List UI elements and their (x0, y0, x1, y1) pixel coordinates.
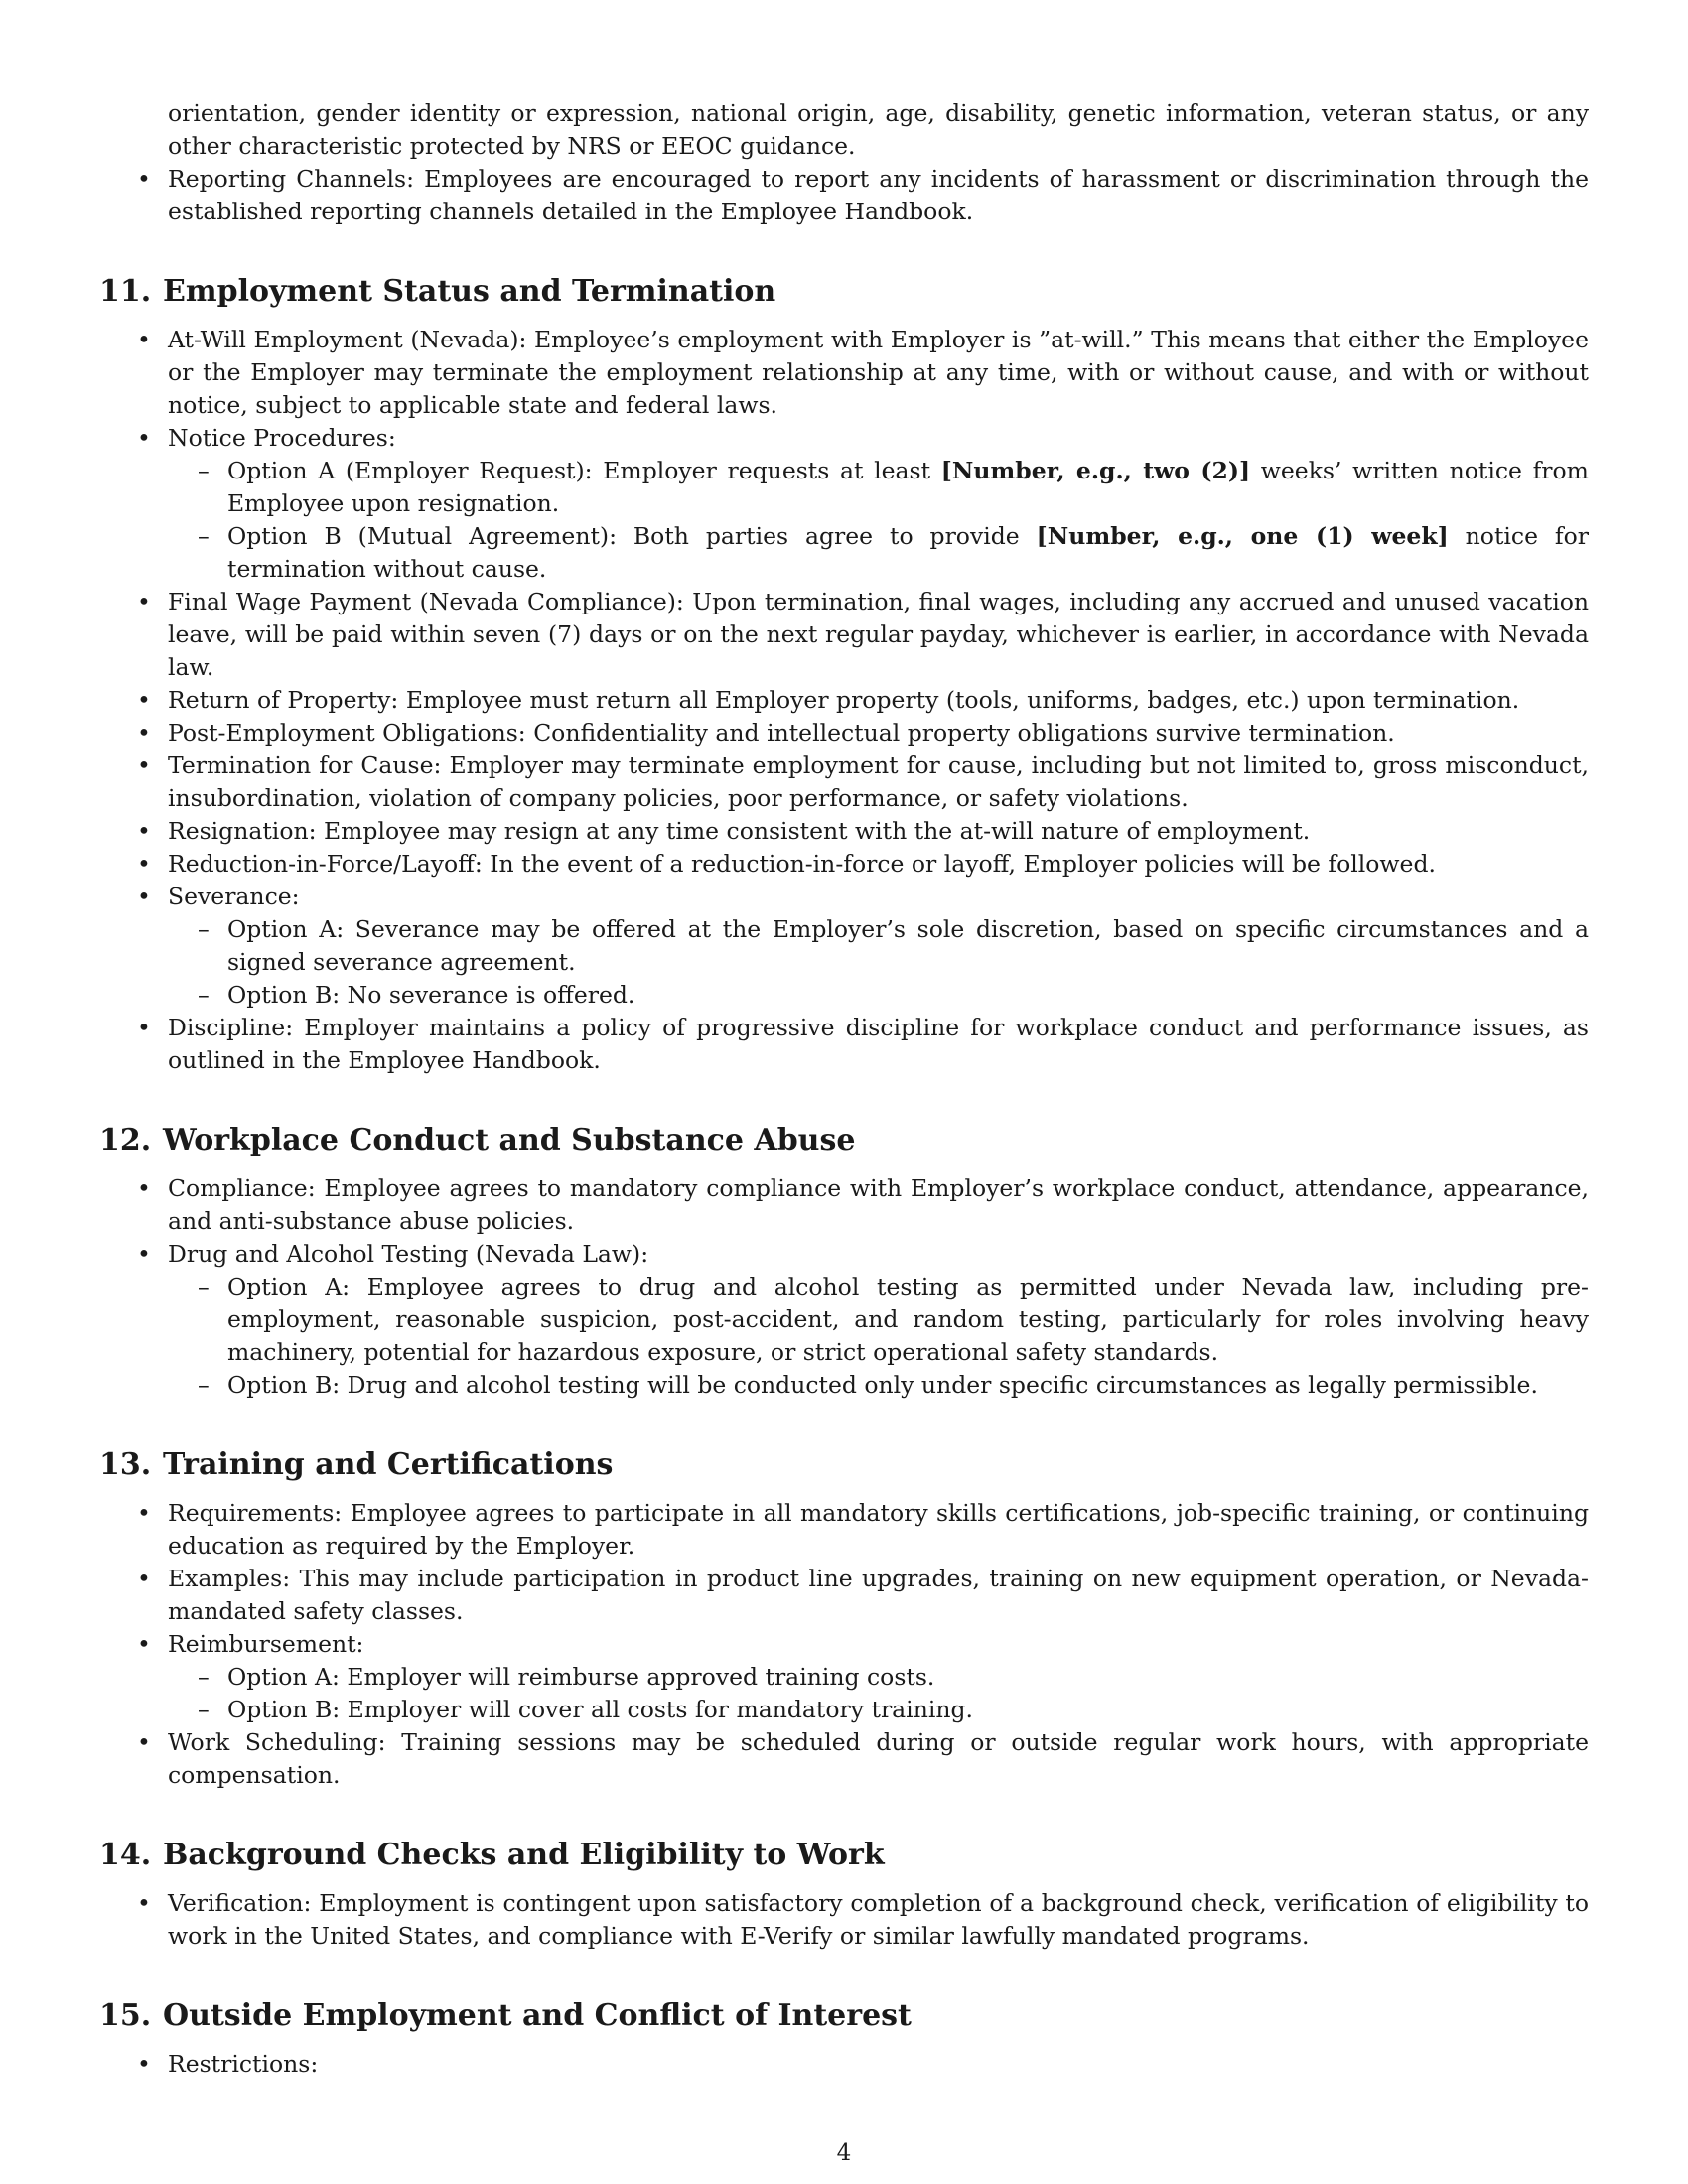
list-item: • Resignation: Employee may resign at any time consistent with the at-will nature of employment. (99, 815, 1589, 848)
section-14-list (99, 1887, 1589, 1953)
sublist-item: – Option B: Drug and alcohol testing will be conducted only under specific circumstances as legally permissible. (168, 1369, 1589, 1402)
section-heading-11 (99, 272, 1589, 312)
section-number: 15. (99, 1998, 152, 2033)
intro-list (99, 163, 1589, 228)
section-heading-13 (99, 1445, 1589, 1485)
continuation-text: orientation, gender identity or expression, national origin, age, disability, genetic information, veteran status, or any other characteristic protected by NRS or EEOC guidance. (168, 99, 1589, 160)
section-number: 12. (99, 1123, 152, 1158)
section-number: 14. (99, 1838, 152, 1872)
text-segment: notice for termination without cause. (227, 522, 1589, 583)
item-label: Severance: (168, 883, 300, 910)
placeholder-field: [Number, e.g., two (2)] (940, 457, 1251, 484)
text-segment: weeks’ written notice from Employee upon resignation. (227, 457, 1589, 517)
item-label: Drug and Alcohol Testing (Nevada Law): (168, 1240, 649, 1268)
list-item (99, 1628, 1589, 1726)
list-item (99, 1238, 1589, 1402)
list-item: • Reporting Channels: Employees are encouraged to report any incidents of harassment or discrimination through the established reporting channels detailed in the Employee Handbook. (99, 163, 1589, 228)
section-15-list (99, 2048, 1589, 2081)
list-item (99, 881, 1589, 1012)
item-label: Notice Procedures: (168, 424, 396, 452)
page-number: 4 (836, 2140, 852, 2166)
list-item: • Termination for Cause: Employer may terminate employment for cause, including but not limited to, gross misconduct, insubordination, violation of company policies, poor performance, or safety violations. (99, 750, 1589, 815)
section-heading-15 (99, 1996, 1589, 2036)
list-item: • Final Wage Payment (Nevada Compliance): Upon termination, final wages, including any accrued and unused vacation leave, will be paid within seven (7) days or on the next regular payday, whichever is earlier, in accordance with Nevada law. (99, 586, 1589, 684)
list-item: • Verification: Employment is contingent upon satisfactory completion of a background check, verification of eligibility to work in the United States, and compliance with E-Verify or similar lawfully mandated programs. (99, 1887, 1589, 1953)
section-title: Training and Certifications (163, 1447, 614, 1482)
list-item: • Restrictions: (99, 2048, 1589, 2081)
section-title: Employment Status and Termination (163, 274, 776, 309)
list-item: • Post-Employment Obligations: Confidentiality and intellectual property obligations survive termination. (99, 717, 1589, 750)
document-page (99, 97, 1589, 2081)
sublist (168, 1661, 1589, 1726)
section-number: 13. (99, 1447, 152, 1482)
section-title: Background Checks and Eligibility to Work (163, 1838, 885, 1872)
list-item: • Compliance: Employee agrees to mandatory compliance with Employer’s workplace conduct, attendance, appearance, and anti-substance abuse policies. (99, 1172, 1589, 1238)
sublist-item: – Option B: No severance is offered. (168, 979, 1589, 1012)
list-item: • Discipline: Employer maintains a policy of progressive discipline for workplace conduct and performance issues, as outlined in the Employee Handbook. (99, 1012, 1589, 1077)
sublist-item: – Option A: Employer will reimburse approved training costs. (168, 1661, 1589, 1694)
sublist (168, 455, 1589, 586)
sublist-item (168, 455, 1589, 520)
section-title: Outside Employment and Conflict of Interest (163, 1998, 912, 2033)
document-content (99, 97, 1589, 2081)
text-segment: Option B (Mutual Agreement): Both parties agree to provide (227, 522, 1037, 550)
section-11-list (99, 324, 1589, 1077)
list-item: • At-Will Employment (Nevada): Employee’s employment with Employer is ”at-will.” This means that either the Employee or the Employer may terminate the employment relationship at any time, with or without cause, and with or without notice, subject to applicable state and federal laws. (99, 324, 1589, 422)
section-number: 11. (99, 274, 152, 309)
list-item (99, 422, 1589, 586)
sublist (168, 1271, 1589, 1402)
sublist-item: – Option A: Employee agrees to drug and alcohol testing as permitted under Nevada law, including pre-employment, reasonable suspicion, post-accident, and random testing, particularly for roles involving heavy machinery, potential for hazardous exposure, or strict operational safety standards. (168, 1271, 1589, 1369)
list-item: • Examples: This may include participation in product line upgrades, training on new equipment operation, or Nevada-mandated safety classes. (99, 1563, 1589, 1628)
list-item: • Return of Property: Employee must return all Employer property (tools, uniforms, badges, etc.) upon termination. (99, 684, 1589, 717)
placeholder-field: [Number, e.g., one (1) week] (1036, 522, 1449, 550)
sublist (168, 913, 1589, 1012)
sublist-item: – Option A: Severance may be offered at the Employer’s sole discretion, based on specific circumstances and a signed severance agreement. (168, 913, 1589, 979)
sublist-item (168, 520, 1589, 586)
section-13-list (99, 1497, 1589, 1792)
sublist-item: – Option B: Employer will cover all costs for mandatory training. (168, 1694, 1589, 1726)
list-item: • Reduction-in-Force/Layoff: In the event of a reduction-in-force or layoff, Employer policies will be followed. (99, 848, 1589, 881)
section-heading-12 (99, 1121, 1589, 1160)
list-item: • Work Scheduling: Training sessions may be scheduled during or outside regular work hours, with appropriate compensation. (99, 1726, 1589, 1792)
item-label: Reimbursement: (168, 1630, 364, 1658)
section-title: Workplace Conduct and Substance Abuse (163, 1123, 856, 1158)
section-heading-14 (99, 1836, 1589, 1875)
section-12-list (99, 1172, 1589, 1402)
text-segment: Option A (Employer Request): Employer requests at least (227, 457, 941, 484)
list-item: • Requirements: Employee agrees to participate in all mandatory skills certifications, job-specific training, or continuing education as required by the Employer. (99, 1497, 1589, 1563)
